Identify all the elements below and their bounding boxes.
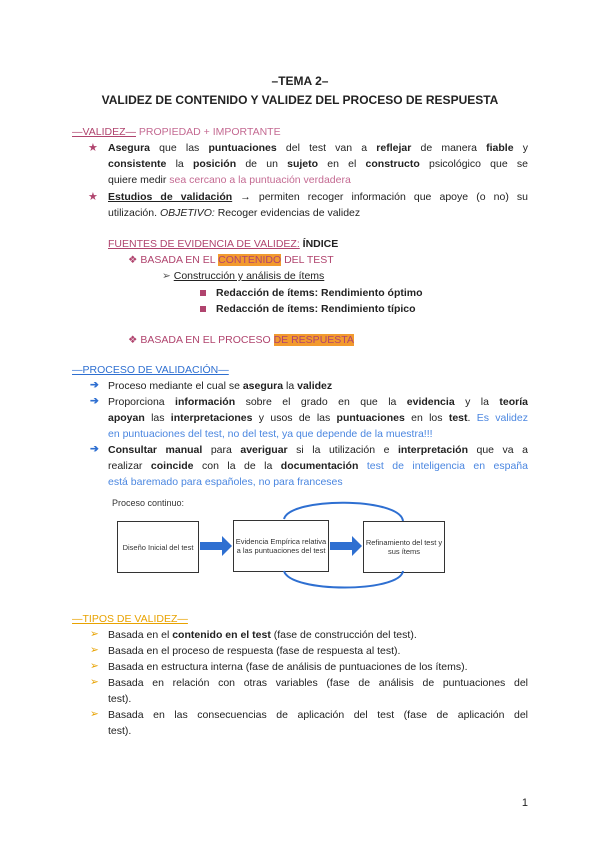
validez-bullet-2: Estudios de validación → permiten recoger información que apoye (o no) su utilización. OBJETIVO: Recoger evidencias de validez <box>108 191 529 219</box>
arrowhead-icon: ➢ <box>162 270 171 282</box>
page-title: VALIDEZ DE CONTENIDO Y VALIDEZ DEL PROCESO DE RESPUESTA <box>101 93 499 107</box>
redaccion-tipico: Redacción de ítems: Rendimiento típico <box>200 301 416 317</box>
diagram-arrows <box>100 495 460 595</box>
arrow-right-icon: ➔ <box>90 395 99 407</box>
diamond-icon: ❖ <box>128 334 138 346</box>
star-icon: ★ <box>88 191 98 203</box>
tipo-consecuencias: Basada en las consecuencias de aplicación del test (fase de aplicación del test). <box>108 709 528 737</box>
arrowhead-icon: ➢ <box>90 660 99 672</box>
diagram-box-evidencia: Evidencia Empírica relativa a las puntuaciones del test <box>233 520 329 572</box>
validez-heading: —VALIDEZ— PROPIEDAD + IMPORTANTE <box>72 126 281 138</box>
square-bullet-icon <box>200 290 206 296</box>
diagram-caption: Proceso continuo: <box>112 498 185 508</box>
arrowhead-icon: ➢ <box>90 708 99 720</box>
square-bullet-icon <box>200 306 206 312</box>
tipo-relacion: Basada en relación con otras variables (fase de análisis de puntuaciones del test). <box>108 677 528 705</box>
page-number: 1 <box>521 797 528 809</box>
diagram-box-refinamiento: Refinamiento del test y sus ítems <box>363 521 445 573</box>
tipo-respuesta: Basada en el proceso de respuesta (fase de respuesta al test). <box>108 645 401 657</box>
fuente-contenido: ❖ BASADA EN EL CONTENIDO DEL TEST <box>128 254 334 266</box>
diagram-box-diseno: Diseño Inicial del test <box>117 521 199 573</box>
arrowhead-icon: ➢ <box>90 644 99 656</box>
tipos-heading: —TIPOS DE VALIDEZ— <box>72 613 188 625</box>
arrow-right-icon: ➔ <box>90 379 99 391</box>
fuentes-heading: FUENTES DE EVIDENCIA DE VALIDEZ: ÍNDICE <box>108 238 339 250</box>
tipo-estructura: Basada en estructura interna (fase de análisis de puntuaciones de los ítems). <box>108 661 468 673</box>
diamond-icon: ❖ <box>128 254 138 266</box>
fuente-respuesta: ❖ BASADA EN EL PROCESO DE RESPUESTA <box>128 334 354 346</box>
arrow-right-icon <box>330 536 362 556</box>
tipo-contenido: Basada en el contenido en el test (fase de construcción del test). <box>108 629 417 641</box>
arrow-right-icon: ➔ <box>90 443 99 455</box>
construccion-item: ➢ Construcción y análisis de ítems <box>162 270 325 282</box>
validez-bullet-1: Asegura que las puntuaciones del test van a reflejar de manera fiable y consistente la posición de un sujeto en el constructo psicológico que se quiere medir sea cercano a la puntuación verdadera <box>108 142 528 186</box>
proceso-item-3: Consultar manual para averiguar si la utilización e interpretación que va a realizar coincide con la de la documentación test de inteligencia en españa está baremado para españoles, no para franceses <box>108 444 528 488</box>
arrow-right-icon <box>200 536 232 556</box>
proceso-item-1: Proceso mediante el cual se asegura la validez <box>108 380 333 392</box>
title-line-1: –TEMA 2– <box>271 74 329 88</box>
star-icon: ★ <box>88 142 98 154</box>
proceso-item-2: Proporciona información sobre el grado en que la evidencia y la teoría apoyan las interpretaciones y usos de las puntuaciones en los test. Es validez en puntuaciones del test, no del test, ya que depende de la muestra!!! <box>108 396 528 440</box>
redaccion-optimo: Redacción de ítems: Rendimiento óptimo <box>200 285 423 301</box>
proceso-heading: —PROCESO DE VALIDACIÓN— <box>72 364 229 376</box>
arrowhead-icon: ➢ <box>90 628 99 640</box>
arrowhead-icon: ➢ <box>90 676 99 688</box>
